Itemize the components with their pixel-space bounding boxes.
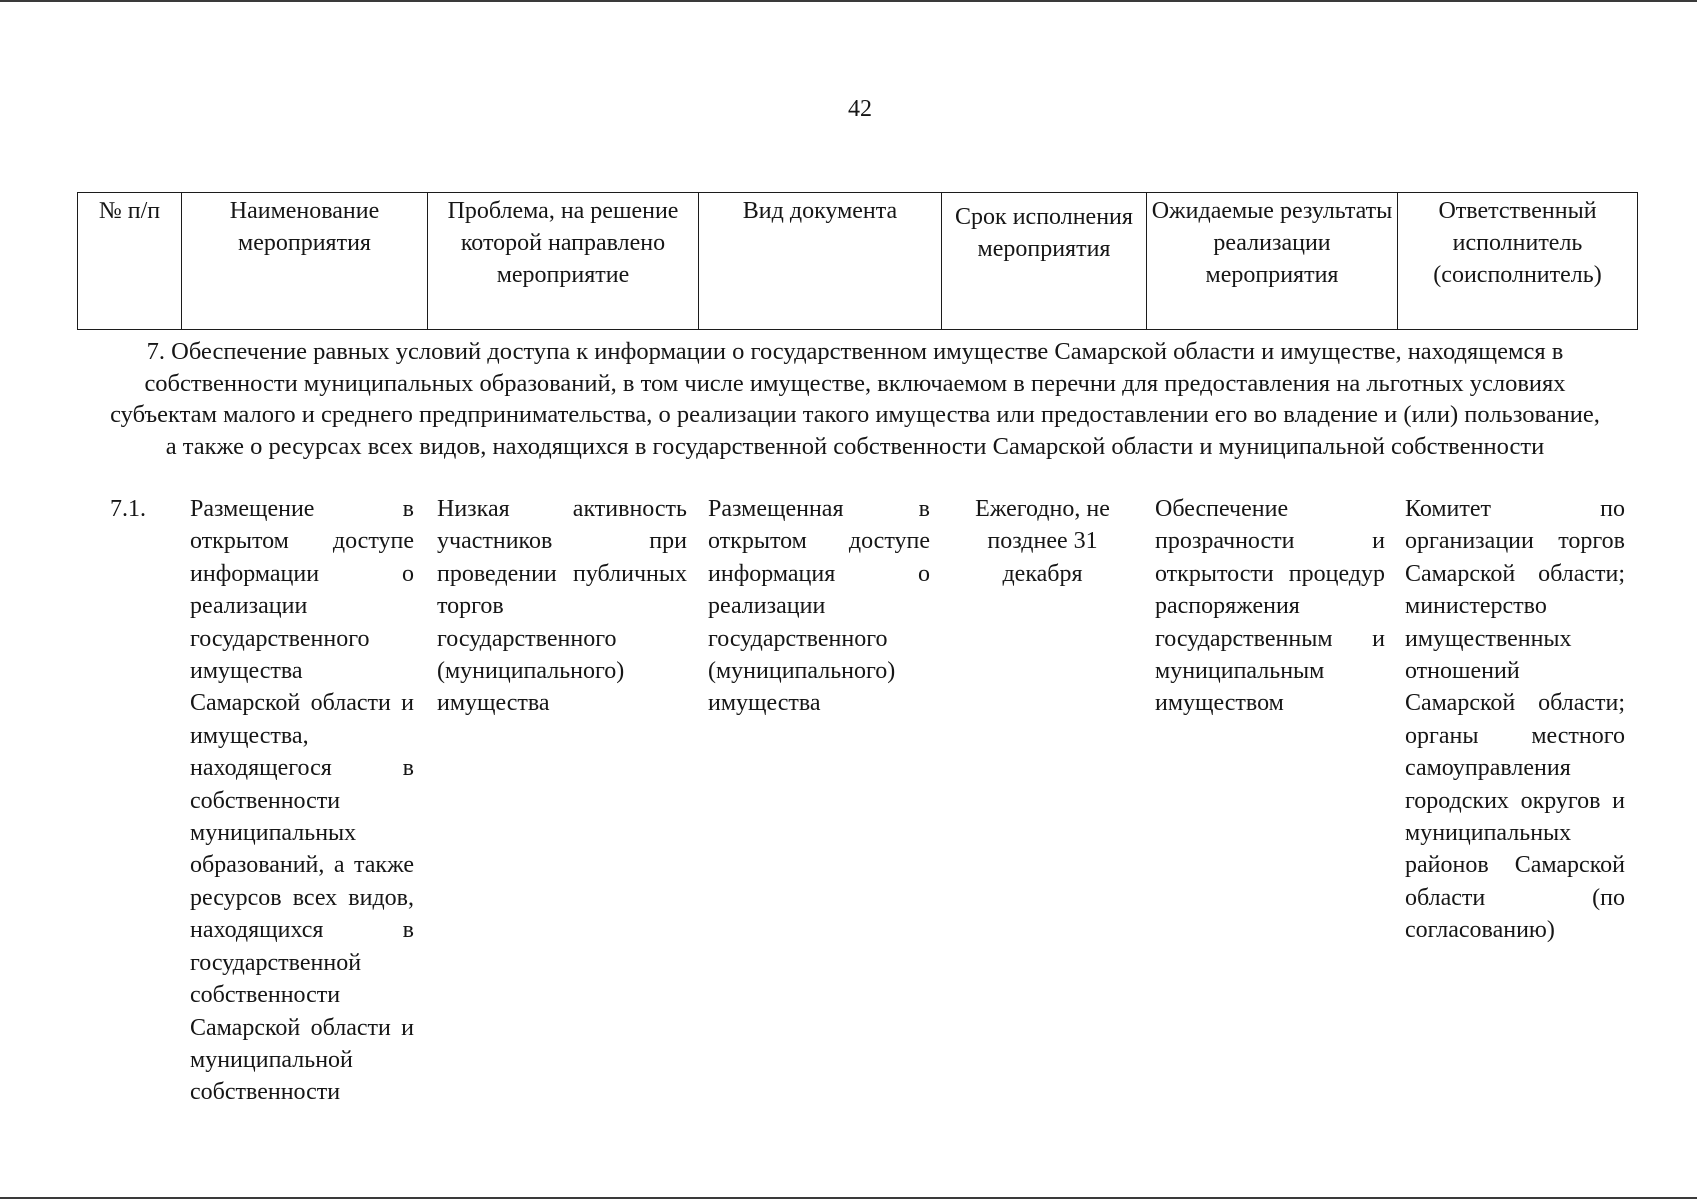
- col-header-problem: Проблема, на решение которой направлено мероприятие: [428, 193, 699, 330]
- row-results: Обеспечение прозрачности и открытости процедур распоряжения государственным и муниципальным имуществом: [1155, 496, 1385, 717]
- table-header-row: [78, 193, 1638, 330]
- row-number: 7.1.: [110, 496, 146, 522]
- row-name: Размещение в открытом доступе информации о реализации государственного имущества Самарской области и имущества, находящегося в собственности муниципальных образований, а также ресурсов всех видов, находящихся в государственной собственности Самарской области и муниципальной собственности: [190, 496, 414, 1106]
- col-header-responsible: Ответственный исполнитель (соисполнитель): [1398, 193, 1638, 330]
- row-deadline: Ежегодно, не позднее 31 декабря: [975, 496, 1110, 587]
- col-header-document: Вид документа: [699, 193, 942, 330]
- row-document: Размещенная в открытом доступе информация о реализации государственного (муниципального) имущества: [708, 496, 930, 717]
- col-header-name: Наименование мероприятия: [182, 193, 428, 330]
- row-problem: Низкая активность участников при проведении публичных торгов государственного (муниципального) имущества: [437, 496, 687, 717]
- col-header-number: № п/п: [78, 193, 182, 330]
- section-title: 7. Обеспечение равных условий доступа к информации о государственном имуществе Самарской области и имуществе, находящемся в собственности муниципальных образований, в том числе имуществе, включаемом в перечни для предоставления на льготных условиях субъектам малого и среднего предпринимательства, о реализации такого имущества или предоставлении его во владение и (или) пользование, а также о ресурсах всех видов, находящихся в государственной собственности Самарской области и муниципальной собственности: [110, 338, 1600, 460]
- col-header-results: Ожидаемые результаты реализации мероприятия: [1147, 193, 1398, 330]
- table-header: [77, 192, 1638, 330]
- page-number: 42: [848, 96, 872, 122]
- top-edge-line: [0, 0, 1697, 2]
- bottom-edge-line: [0, 1197, 1697, 1199]
- col-header-deadline: Срок исполнения мероприятия: [942, 193, 1147, 330]
- row-responsible: Комитет по организации торгов Самарской области; министерство имущественных отношений Самарской области; органы местного самоуправления городских округов и муниципальных районов Самарской области (по согласованию): [1405, 496, 1625, 944]
